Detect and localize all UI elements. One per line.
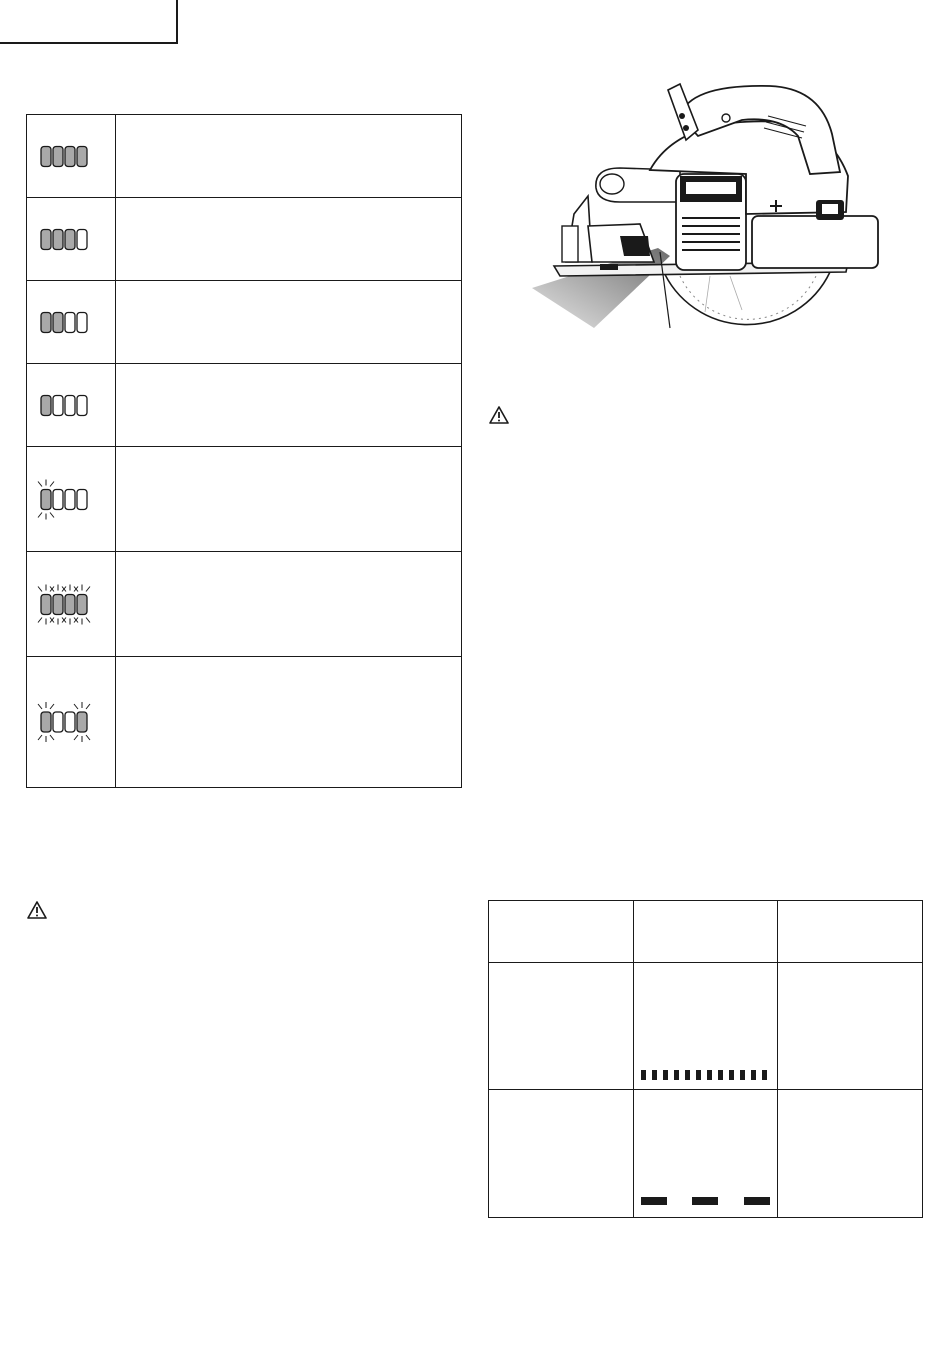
indicator-lamp [77, 595, 87, 615]
indicator-description [116, 198, 461, 280]
indicator-row [27, 657, 461, 787]
indicator-row [27, 115, 461, 198]
indicator-description [116, 447, 461, 551]
indicator-lamp [77, 712, 87, 732]
circular-saw-light-illustration [530, 76, 890, 332]
indicator-lamp [53, 396, 63, 416]
indicator-row [27, 198, 461, 281]
indicator-lamp [77, 147, 87, 167]
mode-header-cell [489, 901, 633, 962]
page-tab-box [0, 0, 178, 44]
indicator-lamp [65, 712, 75, 732]
mode-row-label [489, 963, 633, 1089]
indicator-row [27, 447, 461, 552]
indicator-row [27, 552, 461, 657]
indicator-lamp [53, 230, 63, 250]
mode-row-label [489, 1090, 633, 1217]
indicator-description [116, 364, 461, 446]
indicator-lamp [41, 313, 51, 333]
indicator-lamp [77, 230, 87, 250]
mode-header-cell [634, 901, 777, 962]
battery-lamps-1-lit-icon [27, 364, 116, 446]
indicator-lamp [65, 313, 75, 333]
indicator-lamp [77, 490, 87, 510]
indicator-lamp [65, 490, 75, 510]
indicator-lamp [53, 147, 63, 167]
indicator-description [116, 281, 461, 363]
short-dashes-icon [634, 963, 777, 1089]
mode-row-note [778, 1090, 922, 1217]
indicator-lamp [53, 490, 63, 510]
indicator-lamp [53, 313, 63, 333]
indicator-description [116, 552, 461, 656]
indicator-lamp [77, 313, 87, 333]
indicator-lamp [53, 712, 63, 732]
indicator-description [116, 115, 461, 197]
indicator-lamp [77, 396, 87, 416]
indicator-row [27, 281, 461, 364]
battery-lamps-2-lit-icon [27, 281, 116, 363]
battery-lamp-1-blinking-icon [27, 447, 116, 551]
indicator-lamp [65, 147, 75, 167]
battery-indicator-table [26, 114, 462, 788]
indicator-lamp [41, 595, 51, 615]
indicator-lamp [41, 230, 51, 250]
mode-row-note [778, 963, 922, 1089]
battery-lamps-all-blinking-icon [27, 552, 116, 656]
battery-lamps-3-lit-icon [27, 198, 116, 280]
indicator-row [27, 364, 461, 447]
warning-triangle-icon [489, 406, 509, 424]
indicator-lamp [41, 396, 51, 416]
mode-header-cell [778, 901, 922, 962]
indicator-lamp [65, 396, 75, 416]
indicator-lamp [53, 595, 63, 615]
indicator-lamp [41, 490, 51, 510]
light-mode-table [488, 900, 923, 1218]
indicator-description [116, 657, 461, 787]
battery-lamps-4-lit-icon [27, 115, 116, 197]
indicator-lamp [41, 712, 51, 732]
long-dashes-icon [634, 1090, 777, 1217]
battery-lamps-outer-blinking-icon [27, 657, 116, 787]
indicator-lamp [65, 230, 75, 250]
indicator-lamp [41, 147, 51, 167]
indicator-lamp [65, 595, 75, 615]
warning-triangle-icon [27, 901, 47, 919]
